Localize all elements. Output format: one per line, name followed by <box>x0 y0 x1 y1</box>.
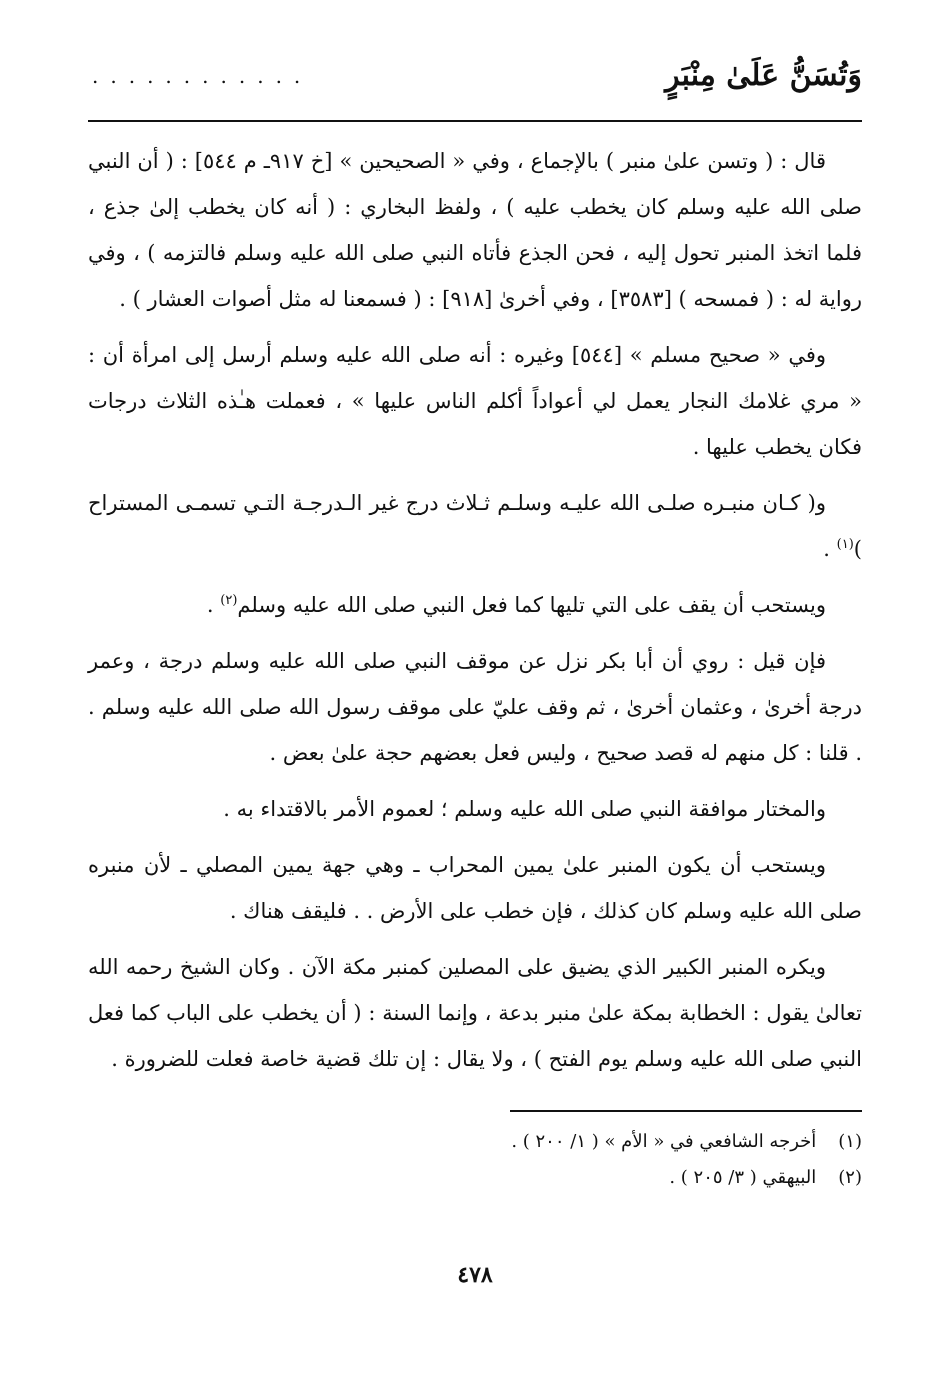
paragraph-1 <box>88 138 862 322</box>
page-number: ٤٧٨ <box>457 1262 493 1288</box>
paragraph-5-text: فإن قيل : روي أن أبا بكر نزل عن موقف النبي صلى الله عليه وسلم درجة ، وعمر درجة أخرىٰ ، وعثمان أخرىٰ ، ثم وقف عليّ على موقف رسول الله صلى الله عليه وسلم . . قلنا : كل منهم له قصد صحيح ، وليس فعل بعضهم حجة علىٰ بعض . <box>88 649 862 765</box>
running-head-dots: ............ <box>92 64 313 88</box>
footnote-2 <box>88 1160 862 1196</box>
paragraph-2 <box>88 332 862 470</box>
paragraph-3 <box>88 480 862 572</box>
paragraph-8 <box>88 944 862 1082</box>
footnote-rule <box>510 1110 862 1112</box>
paragraph-6-text: والمختار موافقة النبي صلى الله عليه وسلم ؛ لعموم الأمر بالاقتداء به . <box>223 797 826 821</box>
body-text <box>88 138 862 1092</box>
footnote-ref-2: (٢) <box>220 593 238 608</box>
footnotes <box>88 1124 862 1196</box>
paragraph-6 <box>88 786 862 832</box>
paragraph-4-text: ويستحب أن يقف على التي تليها كما فعل النبي صلى الله عليه وسلم <box>237 593 826 617</box>
paragraph-4-end: . <box>206 593 221 617</box>
paragraph-7 <box>88 842 862 934</box>
paragraph-8-text: ويكره المنبر الكبير الذي يضيق على المصلين كمنبر مكة الآن . وكان الشيخ رحمه الله تعالىٰ يقول : الخطابة بمكة علىٰ منبر بدعة ، وإنما السنة : ( أن يخطب على الباب كما فعل النبي صلى الله عليه وسلم يوم الفتح ) ، ولا يقال : إن تلك قضية خاصة فعلت للضرورة . <box>88 955 862 1071</box>
running-head <box>88 46 862 106</box>
footnote-ref-1: (١) <box>836 537 854 552</box>
paragraph-3-end: . <box>823 537 837 561</box>
footnote-1-number: (١) <box>838 1131 862 1152</box>
paragraph-1-text: قال : ( وتسن علىٰ منبر ) بالإجماع ، وفي « الصحيحين » [خ ٩١٧ـ م ٥٤٤] : ( أن النبي صلى الله عليه وسلم كان يخطب عليه ) ، ولفظ البخاري : ( أنه كان يخطب إلىٰ جذع ، فلما اتخذ المنبر تحول إليه ، فحن الجذع فأتاه النبي صلى الله عليه وسلم فالتزمه ) ، وفي رواية له : ( فمسحه ) [٣٥٨٣] ، وفي أخرىٰ [٩١٨] : ( فسمعنا له مثل أصوات العشار ) . <box>88 149 862 311</box>
paragraph-7-text: ويستحب أن يكون المنبر علىٰ يمين المحراب ـ وهي جهة يمين المصلي ـ لأن منبره صلى الله عليه وسلم كان كذلك ، فإن خطب على الأرض . . فليقف هناك . <box>88 853 862 923</box>
footnote-1-text: أخرجه الشافعي في « الأم » ( ١/ ٢٠٠ ) . <box>511 1131 817 1152</box>
paragraph-2-text: وفي « صحيح مسلم » [٥٤٤] وغيره : أنه صلى الله عليه وسلم أرسل إلى امرأة أن : « مري غلامك النجار يعمل لي أعواداً أكلم الناس عليها » ، فعملت هـٰذه الثلاث درجات فكان يخطب عليها . <box>88 343 862 459</box>
footnote-1 <box>88 1124 862 1160</box>
running-head-title: وَتُسَنُّ عَلَىٰ مِنْبَرٍ <box>665 58 862 93</box>
footnote-2-text: البيهقي ( ٣/ ٢٠٥ ) . <box>669 1167 817 1188</box>
paragraph-4 <box>88 582 862 628</box>
paragraph-5 <box>88 638 862 776</box>
footnote-2-number: (٢) <box>838 1167 862 1188</box>
paragraph-3-text: و( كـان منبـره صلـى الله عليـه وسلـم ثـلاث درج غير الـدرجـة التـي تسمـى المستراح ) <box>88 491 862 561</box>
header-rule <box>88 120 862 122</box>
